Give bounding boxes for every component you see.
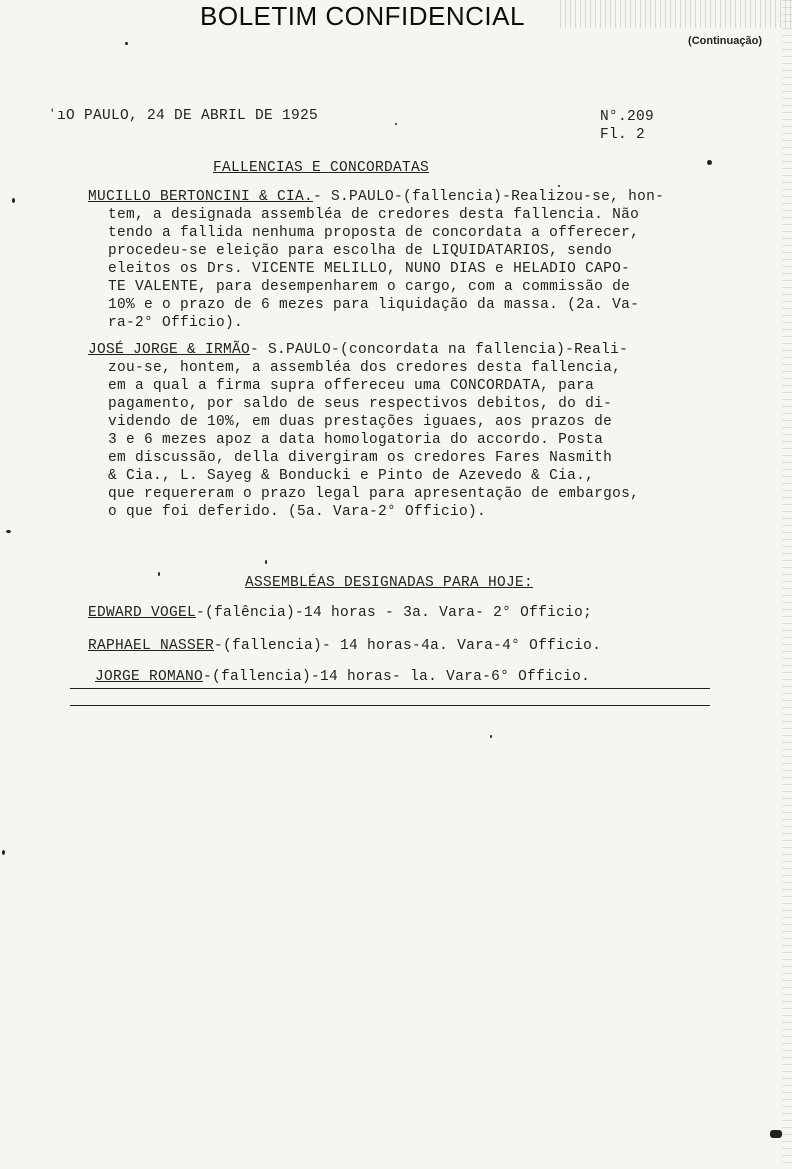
entry-line: zou-se, hontem, a assembléa dos credores desta fallencia,: [108, 360, 622, 376]
hearing-details: -(falência)-14 horas - 3a. Vara- 2° Officio;: [196, 605, 593, 621]
entry-line: pagamento, por saldo de seus respectivos debitos, do di-: [108, 396, 613, 412]
scan-speck: [395, 123, 397, 125]
entry-first-line: [88, 188, 708, 206]
entry-line: 3 e 6 mezes apoz a data homologatoria do accordo. Posta: [108, 432, 604, 448]
entry-line: tem, a designada assembléa de credores desta fallencia. Não: [108, 207, 640, 223]
entry-line: o que foi deferido. (5a. Vara-2° Officio).: [108, 504, 487, 520]
scan-noise-edge: [782, 0, 792, 1169]
divider-line: [70, 688, 710, 689]
assembleias-title: ASSEMBLÉAS DESIGNADAS PARA HOJE:: [245, 575, 534, 591]
entry-line: eleitos os Drs. VICENTE MELILLO, NUNO DIAS e HELADIO CAPO-: [108, 261, 631, 277]
hearing-name: EDWARD VOGEL: [88, 605, 197, 621]
divider-line: [70, 705, 710, 706]
entry-company-name: JOSÉ JORGE & IRMÃO: [88, 342, 251, 358]
entry-line: 10% e o prazo de 6 mezes para liquidação da massa. (2a. Va-: [108, 297, 640, 313]
scan-speck: [265, 560, 267, 564]
scan-speck: [558, 185, 560, 187]
scan-speck: [158, 572, 160, 576]
hearing-name: RAPHAEL NASSER: [88, 638, 215, 654]
entry-line: em discussão, della divergiram os credores Fares Nasmith: [108, 450, 613, 466]
entry-first-line: [88, 341, 708, 359]
scan-speck: [125, 42, 128, 45]
scan-speck: [2, 850, 5, 855]
entry-line: tendo a fallida nenhuma proposta de concordata a offerecer,: [108, 225, 640, 241]
hearing-item: [95, 669, 590, 685]
scan-speck: [6, 530, 11, 533]
entry-line: - S.PAULO-(fallencia)-Realizou-se, hon-: [313, 189, 665, 205]
entry-company-name: MUCILLO BERTONCINI & CIA.: [88, 189, 314, 205]
bulletin-banner: BOLETIM CONFIDENCIAL: [200, 1, 525, 31]
hearing-name: JORGE ROMANO: [95, 669, 204, 685]
entry-bertoncini: [88, 188, 708, 332]
dateline: ʻıO PAULO, 24 DE ABRIL DE 1925: [48, 108, 319, 124]
scan-speck: [490, 735, 492, 738]
hearing-item: [88, 638, 601, 654]
entry-line: ra-2° Officio).: [108, 315, 244, 331]
hearing-item: [88, 605, 592, 621]
scan-speck: [12, 198, 15, 203]
entry-line: procedeu-se eleição para escolha de LIQUIDATARIOS, sendo: [108, 243, 613, 259]
entry-line: - S.PAULO-(concordata na fallencia)-Reali-: [250, 342, 629, 358]
scan-speck: [707, 160, 712, 165]
hearing-details: -(fallencia)-14 horas- la. Vara-6° Officio.: [203, 669, 591, 685]
entry-line: em a qual a firma supra offereceu uma CONCORDATA, para: [108, 378, 595, 394]
sheet-number: Fl. 2: [600, 127, 646, 143]
entry-jose-jorge: [88, 341, 708, 521]
entry-line: TE VALENTE, para desempenharem o cargo, com a commissão de: [108, 279, 631, 295]
scan-speck: [770, 1130, 782, 1138]
entry-line: que requereram o prazo legal para apresentação de embargos,: [108, 486, 640, 502]
scan-noise-top: [560, 0, 792, 28]
continuation-label: (Continuação): [688, 35, 762, 47]
section-title: FALLENCIAS E CONCORDATAS: [213, 160, 430, 176]
bulletin-number-block: [600, 108, 654, 144]
entry-line: videndo de 10%, em duas prestações iguaes, aos prazos de: [108, 414, 613, 430]
bulletin-number: N°.209: [600, 109, 655, 125]
hearing-details: -(fallencia)- 14 horas-4a. Vara-4° Officio.: [214, 638, 602, 654]
entry-line: & Cia., L. Sayeg & Bonducki e Pinto de Azevedo & Cia.,: [108, 468, 595, 484]
